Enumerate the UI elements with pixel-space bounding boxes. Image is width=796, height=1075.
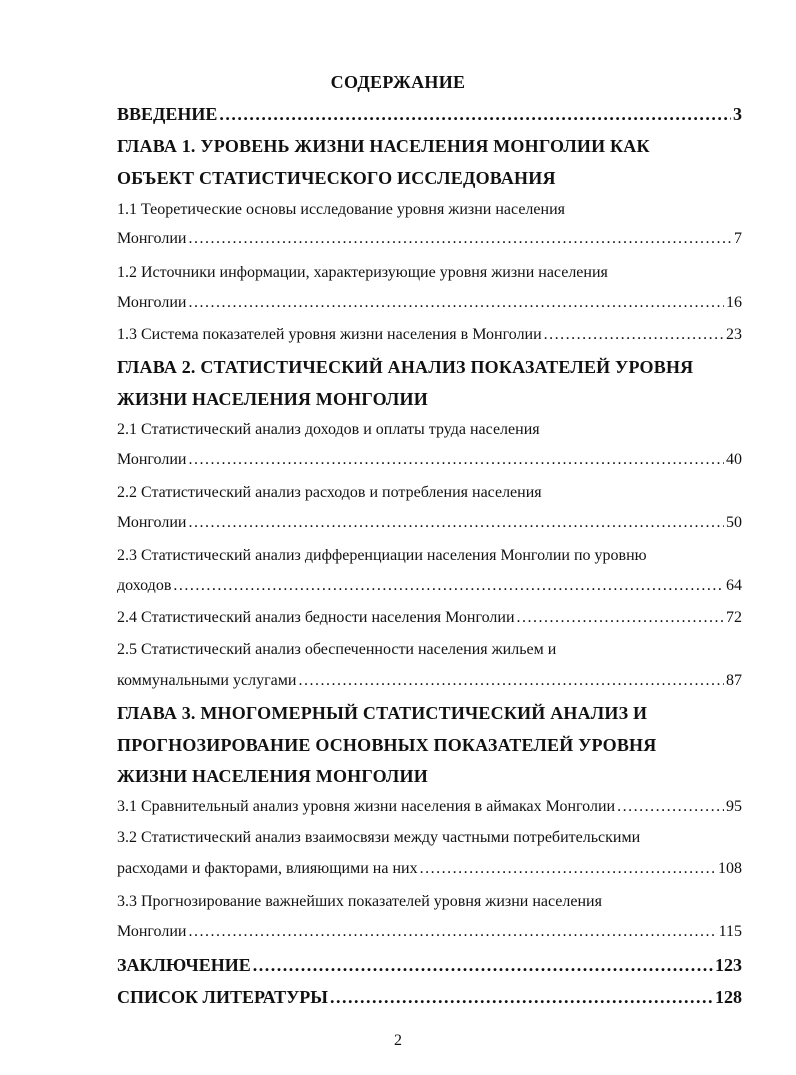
entry-page: 72 — [726, 609, 742, 626]
entry-page: 16 — [726, 294, 742, 311]
dot-leader — [219, 104, 731, 125]
entry-page: 64 — [726, 577, 742, 594]
entry-label: ВВЕДЕНИЕ — [117, 104, 218, 124]
dot-leader — [188, 230, 732, 248]
toc-entry-2-5 — [117, 672, 742, 696]
dot-leader — [298, 672, 724, 690]
chapter-2-heading-line-1: ГЛАВА 2. СТАТИСТИЧЕСКИЙ АНАЛИЗ ПОКАЗАТЕЛЕЙ УРОВНЯ — [117, 357, 694, 377]
toc-entry-2-1 — [117, 451, 742, 475]
entry-page: 3 — [733, 104, 742, 124]
dot-leader — [188, 451, 724, 469]
entry-label: ЗАКЛЮЧЕНИЕ — [117, 955, 251, 975]
toc-title: СОДЕРЖАНИЕ — [330, 72, 466, 92]
chapter-1-heading-line-2: ОБЪЕКТ СТАТИСТИЧЕСКОГО ИССЛЕДОВАНИЯ — [117, 168, 556, 188]
section-3-3-line-1: 3.3 Прогнозирование важнейших показателей уровня жизни населения — [117, 893, 602, 910]
dot-leader — [173, 577, 724, 595]
entry-label: Монголии — [117, 514, 187, 531]
section-1-2-line-1: 1.2 Источники информации, характеризующие уровня жизни населения — [117, 264, 608, 281]
dot-leader — [188, 514, 724, 532]
section-3-2-line-1: 3.2 Статистический анализ взаимосвязи между частными потребительскими — [117, 829, 641, 846]
dot-leader — [617, 798, 724, 816]
toc-entry-2-4 — [117, 609, 742, 633]
entry-label: СПИСОК ЛИТЕРАТУРЫ — [117, 987, 328, 1007]
toc-entry-conclusion — [117, 955, 742, 979]
toc-entry-3-3 — [117, 923, 742, 947]
entry-page: 50 — [726, 514, 742, 531]
entry-label: расходами и факторами, влияющими на них — [117, 860, 418, 877]
entry-label: 3.1 Сравнительный анализ уровня жизни населения в аймаках Монголии — [117, 798, 616, 815]
toc-entry-1-3 — [117, 326, 742, 350]
entry-page: 108 — [718, 860, 742, 877]
dot-leader — [330, 987, 713, 1008]
entry-label: 2.4 Статистический анализ бедности населения Монголии — [117, 609, 515, 626]
chapter-3-heading-line-3: ЖИЗНИ НАСЕЛЕНИЯ МОНГОЛИИ — [117, 766, 428, 786]
entry-label: коммунальными услугами — [117, 672, 297, 689]
dot-leader — [188, 294, 724, 312]
section-2-1-line-1: 2.1 Статистический анализ доходов и оплаты труда населения — [117, 421, 540, 438]
entry-page: 87 — [726, 672, 742, 689]
section-2-5-line-1: 2.5 Статистический анализ обеспеченности населения жильем и — [117, 641, 557, 658]
entry-label: Монголии — [117, 294, 187, 311]
toc-entry-2-3 — [117, 577, 742, 601]
toc-entry-1-1 — [117, 230, 742, 254]
entry-page: 128 — [715, 987, 742, 1007]
chapter-1-heading-line-1: ГЛАВА 1. УРОВЕНЬ ЖИЗНИ НАСЕЛЕНИЯ МОНГОЛИИ КАК — [117, 136, 650, 156]
entry-label: Монголии — [117, 923, 187, 940]
entry-page: 7 — [734, 230, 742, 247]
section-2-3-line-1: 2.3 Статистический анализ дифференциации населения Монголии по уровню — [117, 547, 647, 564]
entry-page: 95 — [726, 798, 742, 815]
toc-entry-3-2 — [117, 860, 742, 884]
dot-leader — [188, 923, 716, 941]
entry-label: 1.3 Система показателей уровня жизни населения в Монголии — [117, 326, 542, 343]
dot-leader — [420, 860, 716, 878]
page-number: 2 — [394, 1032, 402, 1049]
section-1-1-line-1: 1.1 Теоретические основы исследование уровня жизни населения — [117, 201, 565, 218]
chapter-2-heading-line-2: ЖИЗНИ НАСЕЛЕНИЯ МОНГОЛИИ — [117, 389, 428, 409]
toc-entry-intro — [117, 104, 742, 128]
toc-entry-1-2 — [117, 294, 742, 318]
entry-label: доходов — [117, 577, 172, 594]
entry-label: Монголии — [117, 451, 187, 468]
dot-leader — [253, 955, 713, 976]
entry-page: 123 — [715, 955, 742, 975]
entry-page: 23 — [726, 326, 742, 343]
dot-leader — [544, 326, 724, 344]
dot-leader — [517, 609, 724, 627]
toc-entry-2-2 — [117, 514, 742, 538]
entry-page: 40 — [726, 451, 742, 468]
toc-entry-references — [117, 987, 742, 1011]
chapter-3-heading-line-2: ПРОГНОЗИРОВАНИЕ ОСНОВНЫХ ПОКАЗАТЕЛЕЙ УРОВНЯ — [117, 735, 657, 755]
section-2-2-line-1: 2.2 Статистический анализ расходов и потребления населения — [117, 484, 542, 501]
chapter-3-heading-line-1: ГЛАВА 3. МНОГОМЕРНЫЙ СТАТИСТИЧЕСКИЙ АНАЛИЗ И — [117, 703, 648, 723]
entry-page: 115 — [718, 923, 742, 940]
entry-label: Монголии — [117, 230, 187, 247]
toc-entry-3-1 — [117, 798, 742, 822]
